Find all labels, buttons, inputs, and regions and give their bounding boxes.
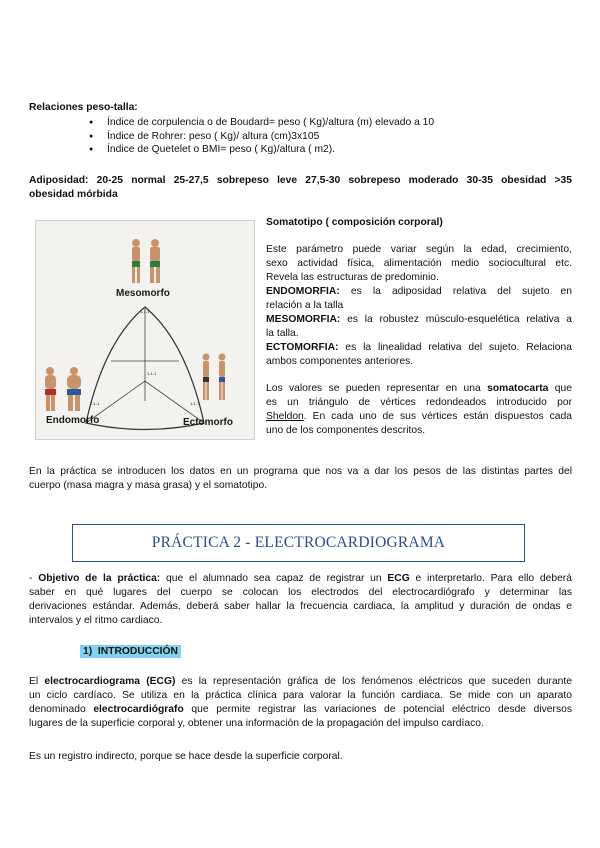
- intro-device-term: electrocardiógrafo: [93, 704, 184, 715]
- intro-line: [29, 703, 572, 717]
- ectomorfia-line-2: ambos componentes anteriores.: [266, 356, 414, 367]
- somatocarta-text: que: [554, 383, 572, 394]
- objetivo-line: intervalos y el ritmo cardiaco.: [29, 615, 163, 626]
- sheldon-link[interactable]: Sheldon: [266, 411, 304, 422]
- list-item: ● Índice de Quetelet o BMI= peso ( Kg)/altura ( m2).: [89, 143, 569, 157]
- intro-line: un ciclo cardíaco. Se utiliza en la práctica clínica para valorar la función cardiaca. Se mide con un aparato: [29, 690, 572, 701]
- intro-heading-wrap: [80, 646, 181, 657]
- objetivo-line: [29, 572, 572, 586]
- objetivo-label: Objetivo de la práctica:: [38, 573, 161, 584]
- somatocarta-term: somatocarta: [487, 383, 549, 394]
- mesomorfia-def: es la robustez músculo-esquelética relativa a: [347, 314, 572, 325]
- axis-label-top: 1-7-1: [140, 309, 150, 314]
- ectomorfia-line: [266, 341, 572, 355]
- axis-label-right: 1-1-7: [190, 401, 200, 406]
- somatotipo-heading: Somatotipo ( composición corporal): [266, 217, 443, 228]
- intro-ecg-term: electrocardiograma (ECG): [44, 676, 176, 687]
- intro-line: lugares de la superficie corporal y, obtener una información de la propagación del impulso cardíaco.: [29, 718, 484, 729]
- somatocarta-line: uno de los componentes descritos.: [266, 425, 426, 436]
- somatotipo-section: [266, 216, 572, 438]
- intro-text: es la representación gráfica de los fenómenos eléctricos que suceden durante: [181, 676, 572, 687]
- endomorfia-line: [266, 285, 572, 299]
- mesomorfia-term: MESOMORFIA:: [266, 314, 341, 325]
- endomorfia-line-2: relación a la talla: [266, 300, 344, 311]
- somatochart-figure: [35, 220, 255, 440]
- somatotipo-line: sexo actividad física, alimentación medio sociocultural etc.: [266, 258, 572, 269]
- endomorph-figures: [45, 367, 81, 411]
- somatocarta-text: . En cada uno de sus vértices están dispuestos cada: [303, 411, 572, 422]
- list-item: ● Índice de Rohrer: peso ( Kg)/ altura (cm)3x105: [89, 130, 569, 144]
- intro-paragraph: [29, 675, 572, 731]
- somatochart-diagram: [36, 221, 254, 439]
- endomorfia-def: es la adiposidad relativa del sujeto en: [350, 286, 572, 297]
- objetivo-paragraph: [29, 572, 572, 628]
- intro-text: que permite registrar las variaciones de potencial eléctrico desde diversos: [191, 704, 572, 715]
- registro-paragraph: [29, 750, 572, 764]
- practica-paragraph: [29, 465, 572, 493]
- ectomorfia-term: ECTOMORFIA:: [266, 342, 339, 353]
- mesomorfia-line: [266, 313, 572, 327]
- ectomorfia-def: es la linealidad relativa del sujeto. Relaciona: [345, 342, 572, 353]
- objetivo-text: que el alumnado sea capaz de registrar un: [166, 573, 382, 584]
- objetivo-prefix: -: [29, 573, 39, 584]
- axis-label-left: 7-1-1: [90, 401, 100, 406]
- somatocarta-line: [266, 382, 572, 396]
- mesomorph-figures: [132, 239, 160, 283]
- somatotipo-line: Este parámetro puede variar según la edad, crecimiento,: [266, 244, 572, 255]
- list-item: ● Índice de corpulencia o de Boudard= peso ( Kg)/altura (m) elevado a 10: [89, 116, 569, 130]
- objetivo-text: e interpretarlo. Para ello deberá: [415, 573, 572, 584]
- adiposidad-line: Adiposidad: 20-25 normal 25-27,5 sobrepeso leve 27,5-30 sobrepeso moderado 30-35 obesidad >35: [29, 175, 572, 186]
- intro-line: [29, 675, 572, 689]
- objetivo-line: saber en qué lugares del cuerpo se colocan los electrodos del electrocardiógrafo y determinar las: [29, 587, 572, 598]
- relaciones-section: [29, 101, 569, 157]
- practice-title-box: [72, 524, 525, 562]
- somatocarta-line: es un triángulo de vértices redondeados introducido por: [266, 397, 572, 408]
- adiposidad-paragraph: [29, 174, 572, 202]
- objetivo-line: derivaciones estándar. Además, deberá saber hallar la frecuencia cardiaca, la amplitud y duración de ondas e: [29, 601, 572, 612]
- intro-text: El: [29, 676, 39, 687]
- intro-text: denominado: [29, 704, 86, 715]
- axis-label-center: 1-1-1: [147, 371, 157, 376]
- paragraph-line: cuerpo (masa magra y masa grasa) y el somatotipo.: [29, 480, 268, 491]
- mesomorfia-line-2: la talla.: [266, 328, 299, 339]
- ectomorfo-label: Ectomorfo: [183, 417, 233, 428]
- ectomorph-figures: [203, 354, 226, 401]
- relaciones-list: [89, 116, 569, 157]
- somatocarta-text: Los valores se pueden representar en una: [266, 383, 481, 394]
- registro-line: Es un registro indirecto, porque se hace desde la superficie corporal.: [29, 751, 343, 762]
- somatotipo-line: Revela las estructuras de predominio.: [266, 272, 439, 283]
- mesomorfo-label: Mesomorfo: [116, 288, 170, 299]
- objetivo-ecg: ECG: [387, 573, 410, 584]
- relaciones-heading: Relaciones peso-talla:: [29, 102, 138, 113]
- practice-title: PRÁCTICA 2 - ELECTROCARDIOGRAMA: [151, 534, 446, 551]
- intro-heading: 1) INTRODUCCIÓN: [80, 645, 181, 658]
- endomorfia-term: ENDOMORFIA:: [266, 286, 340, 297]
- somatocarta-line: [266, 410, 572, 424]
- paragraph-line: En la práctica se introducen los datos en un programa que nos va a dar los pesos de las distintas partes del: [29, 466, 572, 477]
- endomorfo-label: Endomorfo: [46, 415, 100, 426]
- adiposidad-line: obesidad mórbida: [29, 189, 118, 200]
